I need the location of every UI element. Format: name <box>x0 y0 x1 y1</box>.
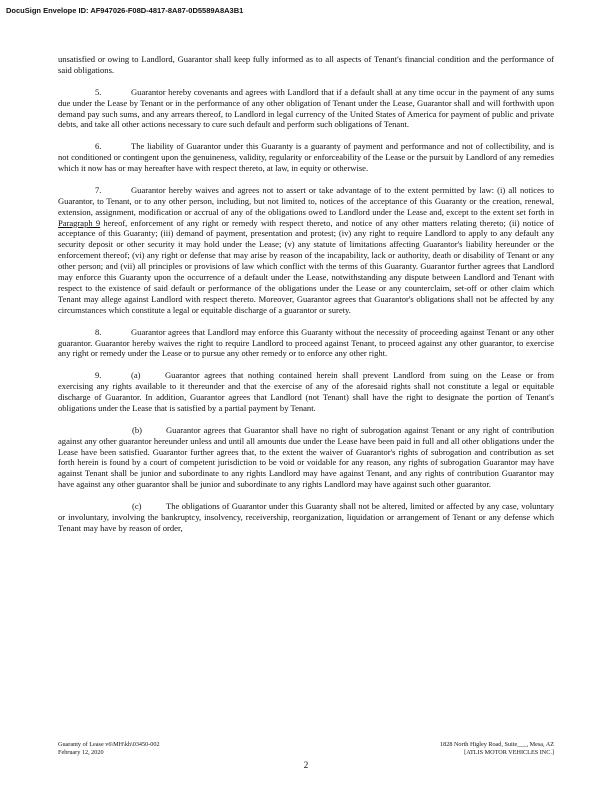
paragraph-9b-label: (b) <box>132 424 142 435</box>
footer-address: 1828 North Higley Road, Suite___, Mesa, AZ <box>440 741 554 748</box>
paragraph-continuation: unsatisfied or owing to Landlord, Guarantor shall keep fully informed as to all aspects of Tenant's financial condition and the performance of said obligations. <box>58 54 554 75</box>
page-number: 2 <box>303 760 309 770</box>
paragraph-7-text-b: hereof, enforcement of any right or remedy with respect thereto, and notice of any other matters relating thereto; (ii) notice of acceptance of this Guaranty; (iii) demand of payment, presentation and protest; (iv) any right to require Landlord to apply to any default any security deposit or other security it may hold under the Lease; (v) any statute of limitations affecting Guarantor's liability hereunder or the enforcement thereof; (vi) any right or defense that may arise by reason of the incapability, lack or authority, death or disability of Tenant or any other person; and (vii) all principles or provisions of law which conflict with the terms of this Guaranty. Guarantor further agrees that Landlord may enforce this Guaranty upon the occurrence of a default under the Lease, notwithstanding any dispute between Landlord and Tenant with respect to the existence of said default or performance of the obligations under the Lease or any counterclaim, set-off or other claim which Tenant may allege against Landlord with respect thereto. Moreover, Guarantor agrees that Guarantor's obligations shall not be affected by any circumstances which constitute a legal or equitable discharge of a guarantor or surety. <box>58 217 554 315</box>
footer-document-info <box>58 741 160 757</box>
paragraph-9a-label: (a) <box>131 370 141 381</box>
paragraph-9a-text: Guarantor agrees that nothing contained herein shall prevent Landlord from suing on the Lease or from exercising any rights available to it thereunder and that the exercise of any of the aforesaid rights shall not constitute a legal or equitable discharge of Guarantor. In addition, Guarantor agrees that Landlord (not Tenant) shall have the right to designate the portion of Tenant's obligations under the Lease that is satisfied by a partial payment by Tenant. <box>58 370 554 413</box>
footer-date: February 12, 2020 <box>58 748 104 756</box>
paragraph-9c-label: (c) <box>132 501 142 512</box>
paragraph-5-text: Guarantor hereby covenants and agrees with Landlord that if a default shall at any time occur in the payment of any sums due under the Lease by Tenant or in the performance of any other obligation of Tenant under the Lease, Guarantor shall and will forthwith upon demand pay such sums, and any arrears thereof, to Landlord in legal currency of the United States of America for payment of public and private debts, and take all other actions necessary to cure such default and perform such obligations of Tenant. <box>58 86 554 130</box>
paragraph-8 <box>58 327 554 360</box>
paragraph-6-number: 6. <box>95 141 102 152</box>
paragraph-8-number: 8. <box>95 326 102 337</box>
footer-document-ref: Guaranty of Lease v6\MH\kh\03450-002 <box>58 741 160 748</box>
paragraph-9b-text: Guarantor agrees that Guarantor shall have no right of subrogation against Tenant or any right of contribution against any other guarantor hereunder unless and until all amounts due under the Lease have been paid in full and all other obligations under the Lease have been satisfied. Guarantor further agrees that, to the extent the waiver of Guarantor's rights of subrogation and contribution as set forth herein is found by a court of competent jurisdiction to be void or voidable for any reason, any rights of subrogation Guarantor may have against Tenant shall be junior and subordinate to any rights Landlord may have against Tenant, and any rights of contribution Guarantor may have against any other guarantor shall be junior and subordinate to any rights Landlord may have against such other guarantor. <box>58 424 554 490</box>
document-body <box>58 54 554 545</box>
paragraph-9a <box>58 370 554 414</box>
paragraph-9c-text: The obligations of Guarantor under this Guaranty shall not be altered, limited or affected by any case, voluntary or involuntary, involving the bankruptcy, insolvency, receivership, reorganization, liquidation or arrangement of Tenant or any defense which Tenant may have by reason of order, <box>58 501 554 533</box>
paragraph-5-number: 5. <box>95 86 102 97</box>
paragraph-9b <box>58 425 554 490</box>
paragraph-7-text-a: Guarantor hereby waives and agrees not to assert or take advantage of to the extent permitted by law: (i) all notices to Guarantor, to Tenant, or to any other person, including, but not limited to, notices of the acceptance of this Guaranty or the creation, renewal, extension, assignment, modification or accrual of any of the obligations owed to Landlord under the Lease and, except to the extent set forth in <box>58 184 554 217</box>
paragraph-9-reference-link[interactable]: Paragraph 9 <box>58 217 101 228</box>
paragraph-5 <box>58 87 554 131</box>
footer-property-info <box>440 741 554 757</box>
paragraph-9c <box>58 501 554 534</box>
paragraph-9-number: 9. <box>95 370 102 381</box>
paragraph-6 <box>58 141 554 174</box>
footer-tenant-name: [ATLIS MOTOR VEHICLES INC.] <box>464 748 554 756</box>
docusign-envelope-id: DocuSign Envelope ID: AF947026-F08D-4817-8A87-0D5589A8A3B1 <box>6 6 244 15</box>
paragraph-7 <box>58 185 554 316</box>
paragraph-7-number: 7. <box>95 184 102 195</box>
paragraph-8-text: Guarantor agrees that Landlord may enforce this Guaranty without the necessity of proceeding against Tenant or any other guarantor. Guarantor hereby waives the right to require Landlord to proceed against Tenant, to proceed against any other guarantor, to exercise any right or remedy under the Lease or to pursue any other remedy or to enforce any other right. <box>58 326 554 359</box>
paragraph-6-text: The liability of Guarantor under this Guaranty is a guaranty of payment and performance and not of collectibility, and is not conditioned or contingent upon the genuineness, validity, regularity or enforceability of the Lease or the pursuit by Landlord of any remedies which it now has or may hereafter have with respect thereto, at law, in equity or otherwise. <box>58 141 554 174</box>
